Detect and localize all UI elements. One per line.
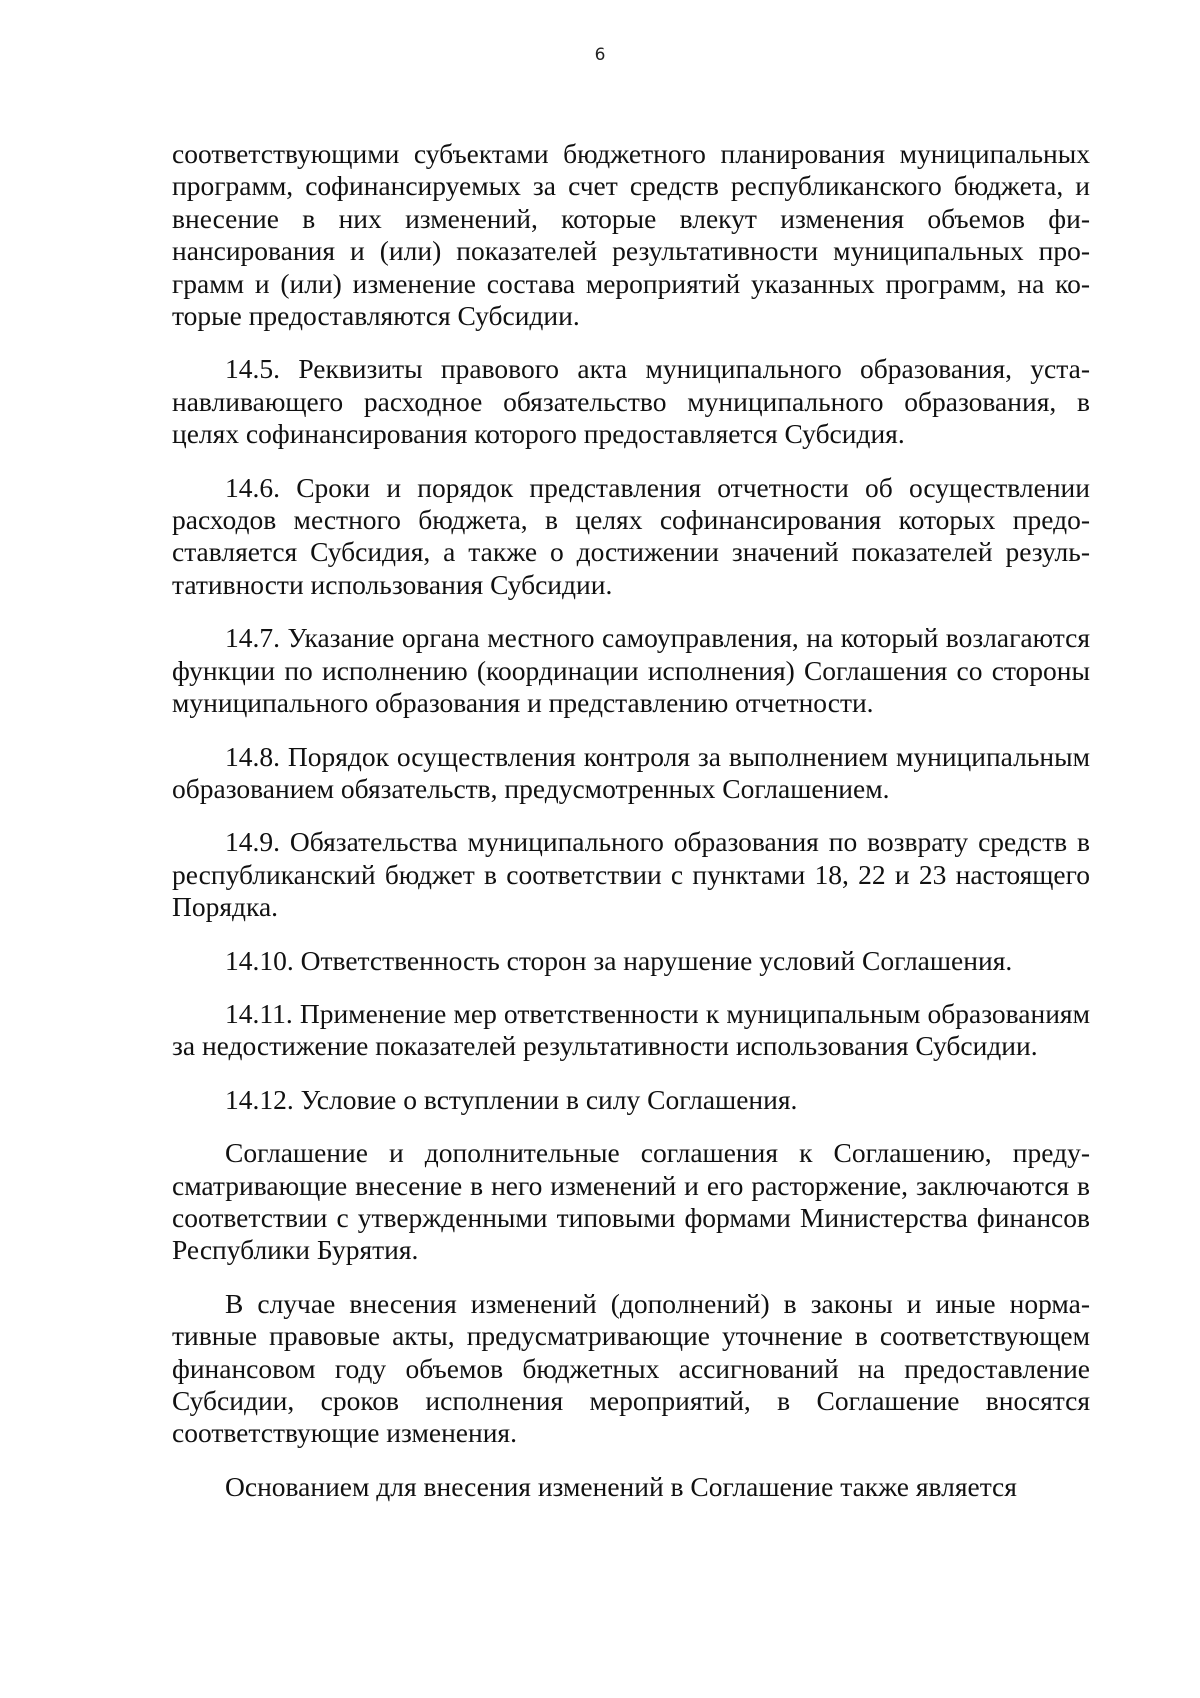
paragraph-14-5: 14.5. Реквизиты правового акта муниципального образования, устанавливающего расходное обязательство муниципального образования, в целях софинансирования которого предоставляется Субсидия. bbox=[172, 353, 1090, 450]
paragraph-grounds: Основанием для внесения изменений в Соглашение также является bbox=[225, 1470, 1017, 1502]
paragraph-14-8: 14.8. Порядок осуществления контроля за выполнением муниципальным образованием обязательств, предусмотренных Соглашением. bbox=[172, 740, 1090, 804]
paragraph-14-9: 14.9. Обязательства муниципального образования по возврату средств в республиканский бюджет в соответствии с пунктами 18, 22 и 23 настоящего Порядка. bbox=[172, 826, 1090, 923]
document-body bbox=[172, 138, 1090, 1524]
paragraph-agreement-forms: Соглашение и дополнительные соглашения к Соглашению, предусматривающие внесение в него изменений и его расторжение, заключаются в соответствии с утвержденными типовыми формами Министерства финансов Республики Бурятия. bbox=[172, 1137, 1090, 1266]
paragraph-continuation: соответствующими субъектами бюджетного планирования муниципальных программ, софинансируемых за счет средств республиканского бюджета, и внесение в них изменений, которые влекут изменения объемов финансирования и (или) показателей результативности муниципальных программ и (или) изменение состава мероприятий указанных программ, на которые предоставляются Субсидии. bbox=[172, 138, 1090, 332]
paragraph-14-12: 14.12. Условие о вступлении в силу Соглашения. bbox=[225, 1083, 798, 1115]
paragraph-14-11: 14.11. Применение мер ответственности к муниципальным образованиям за недостижение показателей результативности использования Субсидии. bbox=[172, 997, 1090, 1062]
paragraph-14-6: 14.6. Сроки и порядок представления отчетности об осуществлении расходов местного бюджета, в целях софинансирования которых предоставляется Субсидия, а также о достижении значений показателей результативности использования Субсидии. bbox=[172, 471, 1090, 600]
paragraph-14-7: 14.7. Указание органа местного самоуправления, на который возлагаются функции по исполнению (координации исполнения) Соглашения со стороны муниципального образования и представлению отчетности. bbox=[172, 622, 1090, 719]
paragraph-law-changes: В случае внесения изменений (дополнений) в законы и иные нормативные правовые акты, предусматривающие уточнение в соответствующем финансовом году объемов бюджетных ассигнований на предоставление Субсидии, сроков исполнения мероприятий, в Соглашение вносятся соответствующие изменения. bbox=[172, 1287, 1090, 1449]
page-number: 6 bbox=[594, 45, 606, 65]
paragraph-14-10: 14.10. Ответственность сторон за нарушение условий Соглашения. bbox=[225, 944, 1013, 976]
